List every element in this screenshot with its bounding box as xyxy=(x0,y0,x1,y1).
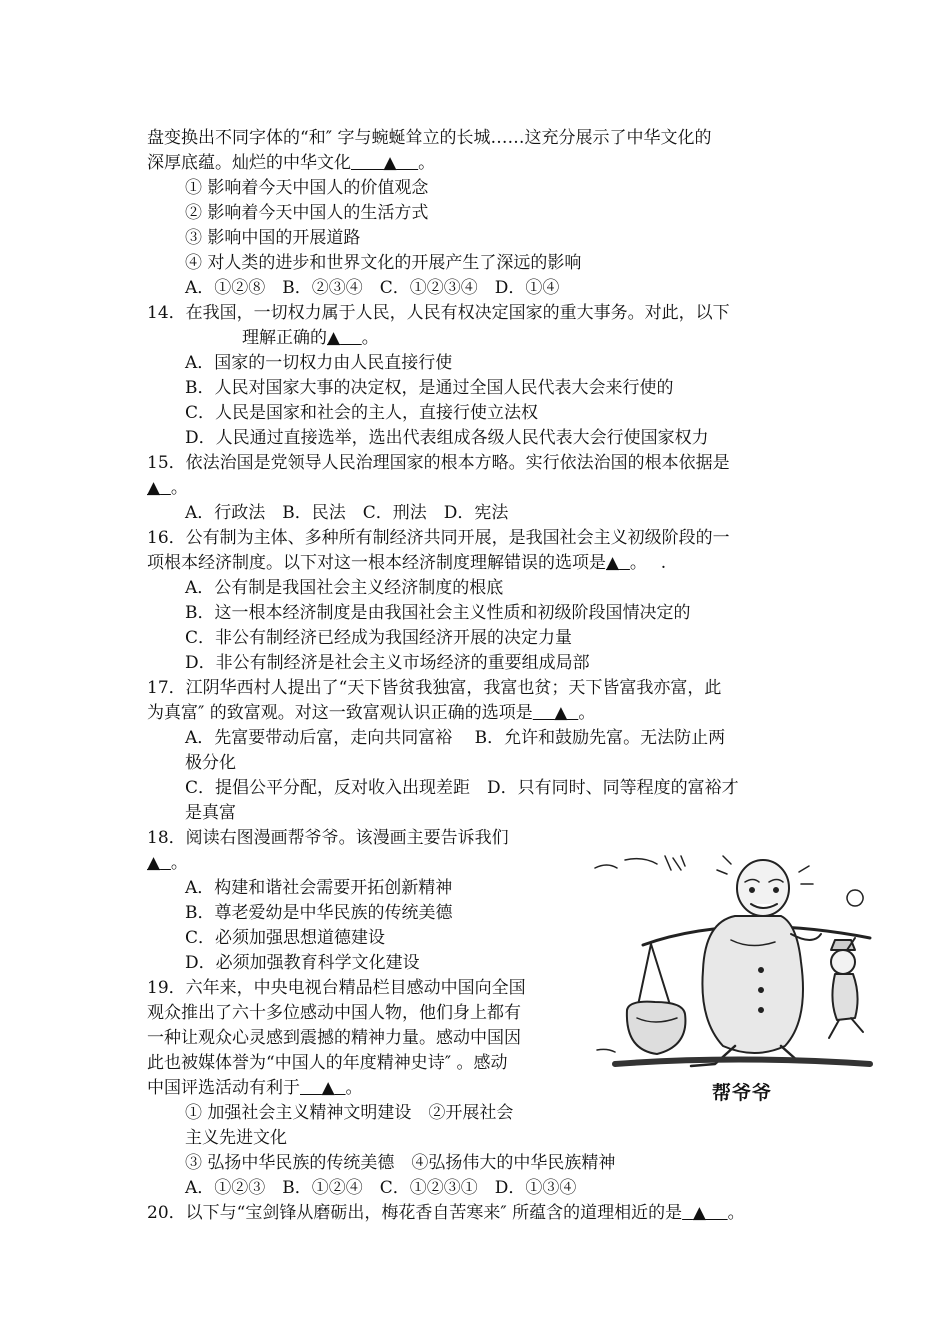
answer-blank: ▲ xyxy=(606,553,620,573)
answer-choices: A．①②③ B．①②④ C．①②③① D．①③④ xyxy=(185,1178,577,1198)
text-line: 为真富″ 的致富观。对这一致富观认识正确的选项是 ▲ 。 xyxy=(147,703,596,723)
option-line: D．人民通过直接选举，选出代表组成各级人民代表大会行使国家权力 xyxy=(185,428,709,448)
option-line: ③ 影响中国的开展道路 xyxy=(185,228,361,248)
option-line: ③ 弘扬中华民族的传统美德 ④弘扬伟大的中华民族精神 xyxy=(185,1153,616,1173)
answer-blank: ▲ xyxy=(147,853,161,873)
question-20: 20．以下与“宝剑锋从磨砺出，梅花香自苦寒来″ 所蕴含的道理相近的是 ▲ 。 xyxy=(147,1203,745,1223)
question-19: 19．六年来，中央电视台精品栏目感动中国向全国 xyxy=(147,978,526,998)
answer-blank: ▲ xyxy=(327,328,341,348)
cartoon-illustration xyxy=(585,850,875,1105)
option-line: C．人民是国家和社会的主人，直接行使立法权 xyxy=(185,403,539,423)
cartoon-drawing xyxy=(585,850,875,1075)
option-line: 是真富 xyxy=(185,803,236,823)
option-line: D．非公有制经济是社会主义市场经济的重要组成局部 xyxy=(185,653,590,673)
text-line: 项根本经济制度。以下对这一根本经济制度理解错误的选项是▲ 。 . xyxy=(147,553,667,573)
text-line: ▲ 。 xyxy=(147,478,188,498)
answer-choices: A．①②⑧ B．②③④ C．①②③④ D．①④ xyxy=(185,278,560,298)
option-line: A．先富要带动后富，走向共同富裕 B．允许和鼓励先富。无法防止两 xyxy=(185,728,726,748)
option-line: B．人民对国家大事的决定权，是通过全国人民代表大会来行使的 xyxy=(185,378,674,398)
option-line: 主义先进文化 xyxy=(185,1128,287,1148)
option-line: A．构建和谐社会需要开拓创新精神 xyxy=(185,878,453,898)
option-line: C．提倡公平分配，反对收入出现差距 D．只有同时、同等程度的富裕才 xyxy=(185,778,739,798)
text-line: 盘变换出不同字体的“和″ 字与蜿蜒耸立的长城……这充分展示了中华文化的 xyxy=(147,128,712,148)
text-line: 深厚底蕴。灿烂的中华文化 ▲ 。 xyxy=(147,153,436,173)
question-16: 16．公有制为主体、多种所有制经济共同开展，是我国社会主义初级阶段的一 xyxy=(147,528,730,548)
text-line: 理解正确的▲ 。 xyxy=(242,328,379,348)
answer-choices: A．行政法 B．民法 C．刑法 D．宪法 xyxy=(185,503,509,523)
option-line: D．必须加强教育科学文化建设 xyxy=(185,953,420,973)
option-line: ① 影响着今天中国人的价值观念 xyxy=(185,178,429,198)
answer-blank: ▲ xyxy=(692,1203,706,1223)
text-line: 观众推出了六十多位感动中国人物，他们身上都有 xyxy=(147,1003,521,1023)
text-line: 一种让观众心灵感到震撼的精神力量。感动中国因 xyxy=(147,1028,521,1048)
option-line: ④ 对人类的进步和世界文化的开展产生了深远的影响 xyxy=(185,253,582,273)
text-line: 此也被媒体誉为“中国人的年度精神史诗″ 。感动 xyxy=(147,1053,508,1073)
question-14: 14．在我国，一切权力属于人民，人民有权决定国家的重大事务。对此，以下 xyxy=(147,303,730,323)
option-line: B．这一根本经济制度是由我国社会主义性质和初级阶段国情决定的 xyxy=(185,603,691,623)
answer-blank: ▲ xyxy=(147,478,161,498)
option-line: C．必须加强思想道德建设 xyxy=(185,928,386,948)
answer-blank: ▲ xyxy=(321,1078,335,1098)
text-line: ▲ 。 xyxy=(147,853,188,873)
question-18: 18．阅读右图漫画帮爷爷。该漫画主要告诉我们 xyxy=(147,828,509,848)
text-line: 中国评选活动有利于 ▲ 。 xyxy=(147,1078,363,1098)
option-line: B．尊老爱幼是中华民族的传统美德 xyxy=(185,903,453,923)
option-line: ② 影响着今天中国人的生活方式 xyxy=(185,203,429,223)
option-line: C．非公有制经济已经成为我国经济开展的决定力量 xyxy=(185,628,573,648)
answer-blank: ▲ xyxy=(383,153,397,173)
question-15: 15．依法治国是党领导人民治理国家的根本方略。实行依法治国的根本依据是 xyxy=(147,453,730,473)
cartoon-caption: 帮爷爷 xyxy=(712,1082,773,1104)
answer-blank: ▲ xyxy=(554,703,568,723)
option-line: ① 加强社会主义精神文明建设 ②开展社会 xyxy=(185,1103,514,1123)
option-line: A．公有制是我国社会主义经济制度的根底 xyxy=(185,578,504,598)
option-line: 极分化 xyxy=(185,753,236,773)
question-17: 17．江阴华西村人提出了“天下皆贫我独富，我富也贫；天下皆富我亦富，此 xyxy=(147,678,722,698)
option-line: A．国家的一切权力由人民直接行使 xyxy=(185,353,453,373)
